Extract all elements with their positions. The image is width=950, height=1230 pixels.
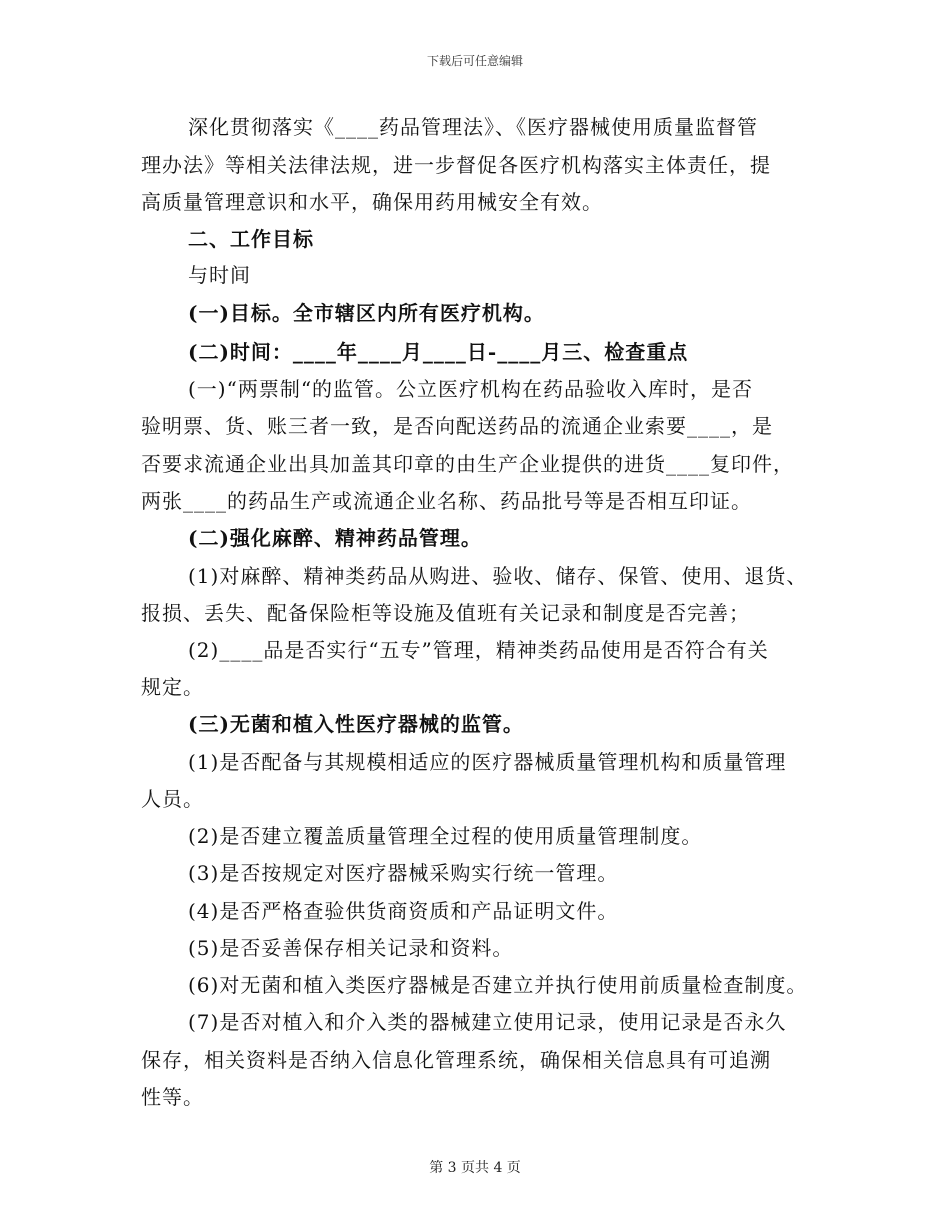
paragraph-line: 否要求流通企业出具加盖其印章的由生产企业提供的进货____复印件， (141, 452, 794, 476)
section-heading: (二)时间：____年____月____日-____月三、检查重点 (188, 340, 689, 364)
paragraph-line: 报损、丢失、配备保险柜等设施及值班有关记录和制度是否完善； (141, 601, 750, 625)
paragraph-line: 与时间 (188, 263, 251, 287)
section-heading: (一)目标。全市辖区内所有医疗机构。 (188, 301, 545, 325)
paragraph-line: (3)是否按规定对医疗器械采购实行统一管理。 (188, 861, 619, 885)
paragraph-line: (2)____品是否实行“五专”管理，精神类药品使用是否符合有关 (188, 638, 769, 662)
section-heading: 二、工作目标 (188, 227, 314, 251)
section-heading: (二)强化麻醉、精神药品管理。 (188, 526, 482, 550)
paragraph-line: 深化贯彻落实《____药品管理法》、《医疗器械使用质量监督管 (188, 115, 758, 139)
paragraph-line: (7)是否对植入和介入类的器械建立使用记录，使用记录是否永久 (188, 1010, 787, 1034)
paragraph-line: 性等。 (141, 1085, 204, 1109)
paragraph-line: (6)对无菌和植入类医疗器械是否建立并执行使用前质量检查制度。 (188, 973, 808, 997)
page-header: 下载后可任意编辑 (426, 54, 523, 68)
paragraph-line: 人员。 (141, 787, 204, 811)
paragraph-line: 验明票、货、账三者一致，是否向配送药品的流通企业索要____，是 (141, 414, 773, 438)
paragraph-line: (1)是否配备与其规模相适应的医疗器械质量管理机构和质量管理 (188, 750, 787, 774)
page-footer: 第 3 页共 4 页 (429, 1160, 521, 1176)
paragraph-line: (一)“两票制“的监管。公立医疗机构在药品验收入库时，是否 (188, 377, 754, 401)
section-heading: (三)无菌和植入性医疗器械的监管。 (188, 712, 524, 736)
paragraph-line: (2)是否建立覆盖质量管理全过程的使用质量管理制度。 (188, 824, 703, 848)
paragraph-line: 两张____的药品生产或流通企业名称、药品批号等是否相互印证。 (141, 489, 752, 513)
paragraph-line: (4)是否严格查验供货商资质和产品证明文件。 (188, 899, 619, 923)
paragraph-line: (1)对麻醉、精神类药品从购进、验收、储存、保管、使用、退货、 (188, 564, 808, 588)
paragraph-line: (5)是否妥善保存相关记录和资料。 (188, 936, 514, 960)
paragraph-line: 保存，相关资料是否纳入信息化管理系统，确保相关信息具有可追溯 (141, 1048, 771, 1072)
paragraph-line: 理办法》等相关法律法规，进一步督促各医疗机构落实主体责任，提 (141, 153, 771, 177)
paragraph-line: 高质量管理意识和水平，确保用药用械安全有效。 (141, 190, 603, 214)
paragraph-line: 规定。 (141, 675, 204, 699)
